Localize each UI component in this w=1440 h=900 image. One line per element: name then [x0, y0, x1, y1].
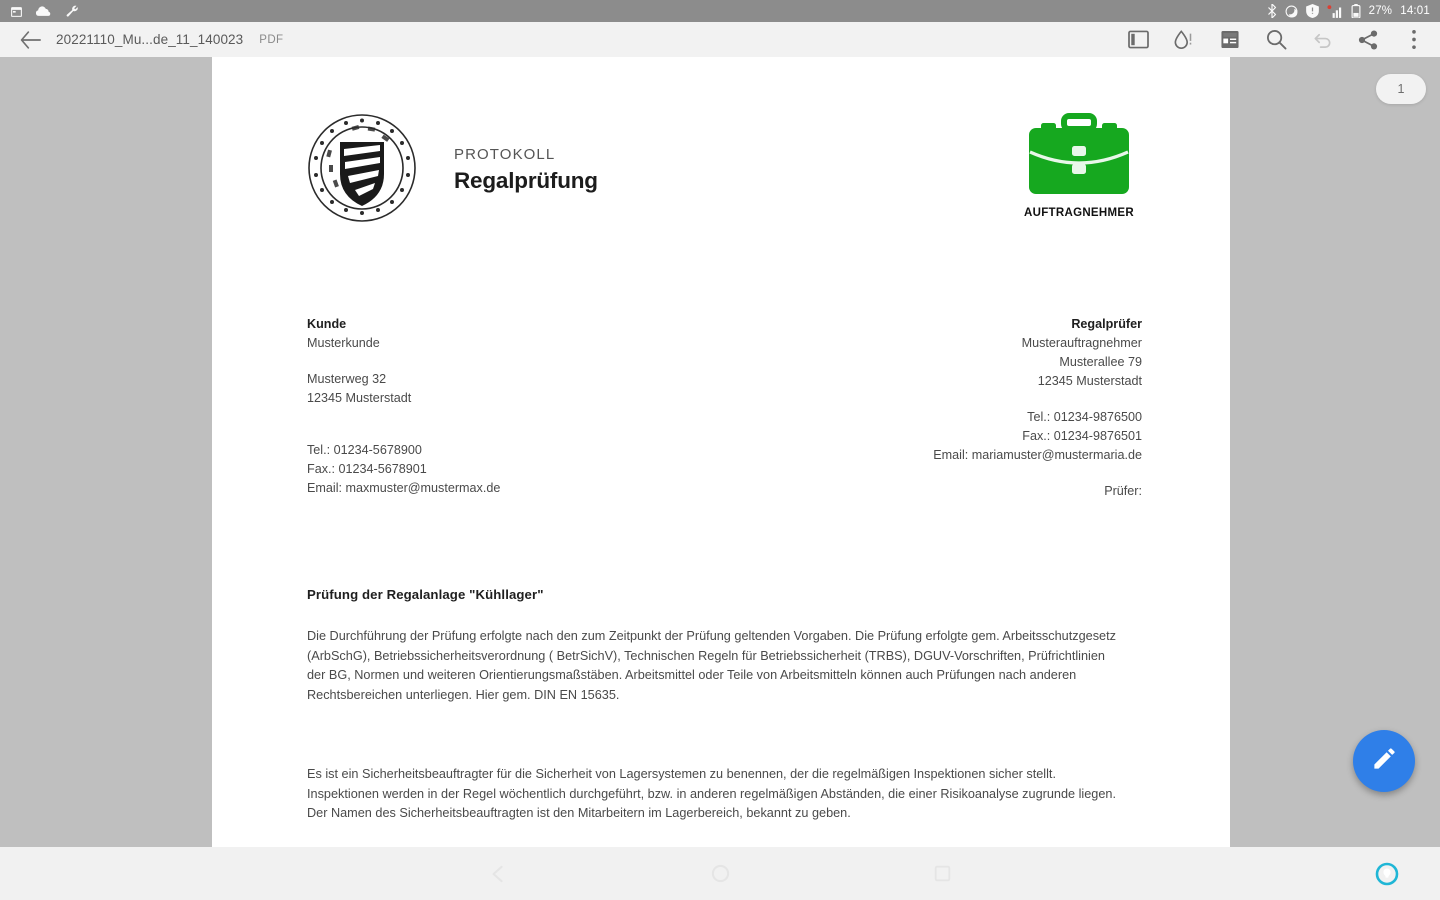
- inspector-name: Musterauftragnehmer: [1021, 336, 1142, 350]
- contractor-label: AUFTRAGNEHMER: [1024, 207, 1134, 219]
- signal-icon: [1327, 5, 1343, 18]
- status-bar-right-icons: [1267, 4, 1430, 18]
- body-heading: Prüfung der Regalanlage "Kühllager": [307, 587, 544, 602]
- inspector-tel: Tel.: 01234-9876500: [1027, 410, 1142, 424]
- customer-street: Musterweg 32: [307, 372, 387, 386]
- system-navigation-bar: [0, 847, 1440, 900]
- document-title-block: [454, 146, 598, 194]
- nav-recents-icon[interactable]: [926, 858, 958, 890]
- body-paragraph-2: Es ist ein Sicherheitsbeauftragter für die Sicherheit von Lagersystemen zu benennen, der die regelmäßigen Inspektionen sicher stellt. Inspektionen werden in der Regel wöchentlich durchgeführt, bzw. in anderen regelmäßigen Abständen, die einer Risikoanalyse zugrunde liegen. Der Namen des Sicherheitsbeauftragten ist den Mitarbeitern im Lagerbereich, bekannt zu geben.: [307, 767, 1116, 821]
- edit-pencil-icon: [1371, 745, 1398, 777]
- back-button[interactable]: [16, 26, 44, 54]
- status-bar: [0, 0, 1440, 22]
- panel-icon[interactable]: [1126, 28, 1150, 52]
- customer-fax: Fax.: 01234-5678901: [307, 462, 427, 476]
- inspector-fax: Fax.: 01234-9876501: [1022, 429, 1142, 443]
- inspector-title: Regalprüfer: [1071, 317, 1142, 331]
- inspector-email: Email: mariamuster@mustermaria.de: [933, 448, 1142, 462]
- status-bar-left-icons: [10, 4, 79, 18]
- bluetooth-icon: [1267, 4, 1277, 18]
- search-icon[interactable]: [1264, 28, 1288, 52]
- document-file-type: PDF: [259, 33, 284, 46]
- battery-icon: [1351, 4, 1361, 18]
- do-not-disturb-icon: [1285, 5, 1298, 18]
- inspector-street: Musterallee 79: [1059, 355, 1142, 369]
- briefcase-icon: [1014, 112, 1144, 203]
- toolbar-actions: [1126, 28, 1426, 52]
- share-icon[interactable]: [1356, 28, 1380, 52]
- battery-percent: 27%: [1368, 5, 1393, 17]
- contractor-block: [1014, 112, 1144, 219]
- customer-email: Email: maxmuster@mustermax.de: [307, 481, 501, 495]
- body-paragraph-1: Die Durchführung der Prüfung erfolgte nach den zum Zeitpunkt der Prüfung geltenden Vorgaben. Die Prüfung erfolgte gem. Arbeitsschutzgesetz (ArbSchG), Betriebssicherheitsverordnung ( BetrSichV), Technischen Regeln für Betriebssicherheit (TRBS), DGUV-Vorschriften, Prüfrichtlinien der BG, Normen und weiteren Orientierungsmaßstäben. Arbeitsmittel oder Teile von Arbeitsmitteln können auch Prüfungen nach anderen Rechtsbereichen unterliegen. Hier gem. DIN EN 15635.: [307, 629, 1116, 702]
- app-toolbar: [0, 22, 1440, 57]
- assistant-icon[interactable]: [1372, 859, 1402, 889]
- customer-title: Kunde: [307, 317, 347, 331]
- reading-mode-icon[interactable]: [1218, 28, 1242, 52]
- clock: 14:01: [1400, 5, 1430, 17]
- document-kicker: PROTOKOLL: [454, 146, 556, 163]
- cloud-icon: [36, 5, 52, 18]
- inspector-signer-label: Prüfer:: [1104, 484, 1142, 498]
- vpn-shield-icon: [1306, 4, 1319, 18]
- page-number-badge: 1: [1376, 74, 1426, 104]
- customer-city: 12345 Musterstadt: [307, 391, 412, 405]
- pdf-page[interactable]: [212, 57, 1230, 847]
- more-options-icon[interactable]: [1402, 28, 1426, 52]
- inspector-address-block: [742, 315, 1142, 501]
- calendar-icon: [10, 5, 23, 18]
- contrast-droplet-icon[interactable]: [1172, 28, 1196, 52]
- customer-tel: Tel.: 01234-5678900: [307, 443, 422, 457]
- customer-address-block: [307, 315, 637, 498]
- pdf-viewer[interactable]: [0, 57, 1440, 847]
- document-title: 20221110_Mu...de_11_140023: [56, 32, 244, 47]
- inspector-city: 12345 Musterstadt: [1037, 374, 1142, 388]
- undo-icon[interactable]: [1310, 28, 1334, 52]
- document-content: [212, 57, 1230, 847]
- nav-back-icon[interactable]: [482, 858, 514, 890]
- document-main-title: Regalprüfung: [454, 168, 598, 193]
- customer-name: Musterkunde: [307, 336, 380, 350]
- edit-fab-button[interactable]: [1353, 730, 1415, 792]
- document-header: [306, 112, 1146, 232]
- nav-home-icon[interactable]: [704, 858, 736, 890]
- wrench-icon: [65, 4, 79, 18]
- company-seal-logo: [306, 112, 418, 224]
